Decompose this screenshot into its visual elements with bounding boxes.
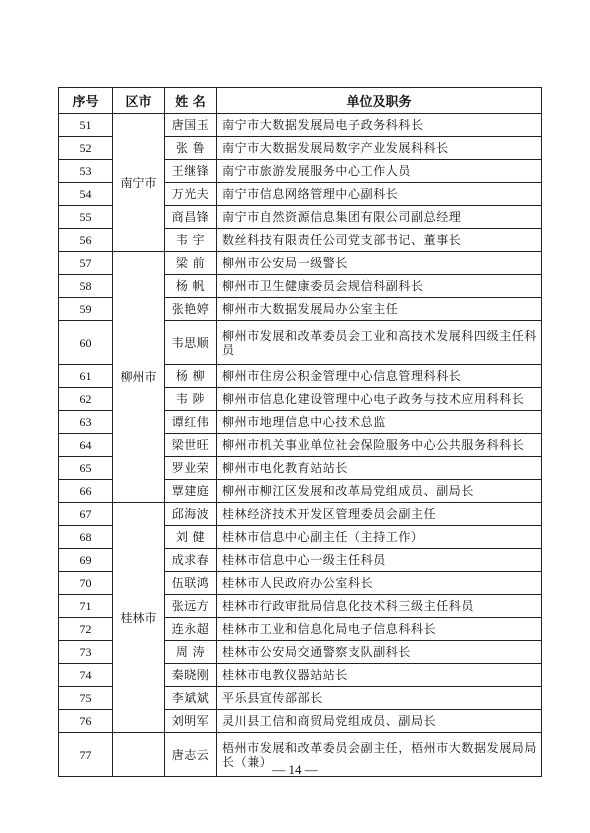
name-cell: 梁 前 (165, 252, 217, 275)
position-cell: 柳州市卫生健康委员会规信科副科长 (217, 275, 542, 298)
position-cell: 南宁市大数据发展局电子政务科科长 (217, 114, 542, 137)
name-cell: 邱海波 (165, 503, 217, 526)
serial-number-cell: 67 (59, 503, 113, 526)
name-cell: 杨 帆 (165, 275, 217, 298)
personnel-table (58, 87, 542, 777)
serial-number-cell: 53 (59, 160, 113, 183)
position-cell: 桂林市信息中心一级主任科员 (217, 549, 542, 572)
serial-number-cell: 61 (59, 365, 113, 388)
serial-number-cell: 64 (59, 434, 113, 457)
name-cell: 成求春 (165, 549, 217, 572)
serial-number-cell: 77 (59, 733, 113, 777)
name-cell: 杨 柳 (165, 365, 217, 388)
region-cell: 桂林市 (113, 503, 165, 733)
table-row (59, 252, 542, 275)
position-cell: 桂林市人民政府办公室科长 (217, 572, 542, 595)
table-row (59, 114, 542, 137)
position-cell: 桂林市公安局交通警察支队副科长 (217, 641, 542, 664)
serial-number-cell: 68 (59, 526, 113, 549)
position-cell: 桂林经济技术开发区管理委员会副主任 (217, 503, 542, 526)
header-serial-number: 序号 (59, 88, 113, 114)
position-cell: 柳州市电化教育站站长 (217, 457, 542, 480)
position-cell: 桂林市信息中心副主任（主持工作） (217, 526, 542, 549)
position-cell: 桂林市工业和信息化局电子信息科科长 (217, 618, 542, 641)
name-cell: 梁世旺 (165, 434, 217, 457)
serial-number-cell: 65 (59, 457, 113, 480)
position-cell: 柳州市住房公积金管理中心信息管理科科长 (217, 365, 542, 388)
region-cell: 南宁市 (113, 114, 165, 252)
position-cell: 南宁市旅游发展服务中心工作人员 (217, 160, 542, 183)
name-cell: 唐志云 (165, 733, 217, 777)
position-cell: 柳州市信息化建设管理中心电子政务与技术应用科科长 (217, 388, 542, 411)
position-cell: 桂林市行政审批局信息化技术科三级主任科员 (217, 595, 542, 618)
name-cell: 罗业荣 (165, 457, 217, 480)
name-cell: 韦 宇 (165, 229, 217, 252)
serial-number-cell: 60 (59, 321, 113, 365)
serial-number-cell: 72 (59, 618, 113, 641)
table-row (59, 503, 542, 526)
name-cell: 谭红伟 (165, 411, 217, 434)
name-cell: 覃建庭 (165, 480, 217, 503)
serial-number-cell: 62 (59, 388, 113, 411)
serial-number-cell: 66 (59, 480, 113, 503)
position-cell: 数丝科技有限责任公司党支部书记、董事长 (217, 229, 542, 252)
name-cell: 连永超 (165, 618, 217, 641)
position-cell: 柳州市公安局一级警长 (217, 252, 542, 275)
position-cell: 南宁市自然资源信息集团有限公司副总经理 (217, 206, 542, 229)
header-name: 姓 名 (165, 88, 217, 114)
position-cell: 柳州市机关事业单位社会保险服务中心公共服务科科长 (217, 434, 542, 457)
serial-number-cell: 52 (59, 137, 113, 160)
position-cell: 柳州市大数据发展局办公室主任 (217, 298, 542, 321)
serial-number-cell: 69 (59, 549, 113, 572)
name-cell: 王继锋 (165, 160, 217, 183)
serial-number-cell: 58 (59, 275, 113, 298)
position-cell: 平乐县宣传部部长 (217, 687, 542, 710)
header-position: 单位及职务 (217, 88, 542, 114)
position-cell: 柳州市地理信息中心技术总监 (217, 411, 542, 434)
serial-number-cell: 59 (59, 298, 113, 321)
name-cell: 伍联鸿 (165, 572, 217, 595)
position-cell: 南宁市大数据发展局数字产业发展科科长 (217, 137, 542, 160)
serial-number-cell: 73 (59, 641, 113, 664)
name-cell: 张远方 (165, 595, 217, 618)
name-cell: 张 鲁 (165, 137, 217, 160)
name-cell: 万光夫 (165, 183, 217, 206)
serial-number-cell: 70 (59, 572, 113, 595)
name-cell: 刘明军 (165, 710, 217, 733)
serial-number-cell: 56 (59, 229, 113, 252)
name-cell: 刘 健 (165, 526, 217, 549)
serial-number-cell: 57 (59, 252, 113, 275)
name-cell: 李斌斌 (165, 687, 217, 710)
serial-number-cell: 71 (59, 595, 113, 618)
serial-number-cell: 51 (59, 114, 113, 137)
name-cell: 韦 陟 (165, 388, 217, 411)
table-header-row (59, 88, 542, 114)
serial-number-cell: 76 (59, 710, 113, 733)
header-region: 区市 (113, 88, 165, 114)
position-cell: 柳州市发展和改革委员会工业和高技术发展科四级主任科员 (217, 321, 542, 365)
serial-number-cell: 75 (59, 687, 113, 710)
position-cell: 南宁市信息网络管理中心副科长 (217, 183, 542, 206)
name-cell: 张艳婷 (165, 298, 217, 321)
name-cell: 韦思顺 (165, 321, 217, 365)
serial-number-cell: 74 (59, 664, 113, 687)
name-cell: 周 涛 (165, 641, 217, 664)
page-number: — 14 — (272, 762, 318, 777)
name-cell: 秦晓刚 (165, 664, 217, 687)
position-cell: 桂林市电教仪器站站长 (217, 664, 542, 687)
position-cell: 灵川县工信和商贸局党组成员、副局长 (217, 710, 542, 733)
name-cell: 唐国玉 (165, 114, 217, 137)
table-body (59, 114, 542, 777)
position-cell: 梧州市发展和改革委员会副主任，梧州市大数据发展局局长（兼） (217, 733, 542, 777)
serial-number-cell: 54 (59, 183, 113, 206)
name-cell: 商昌锋 (165, 206, 217, 229)
serial-number-cell: 55 (59, 206, 113, 229)
position-cell: 柳州市柳江区发展和改革局党组成员、副局长 (217, 480, 542, 503)
serial-number-cell: 63 (59, 411, 113, 434)
region-cell: 柳州市 (113, 252, 165, 503)
